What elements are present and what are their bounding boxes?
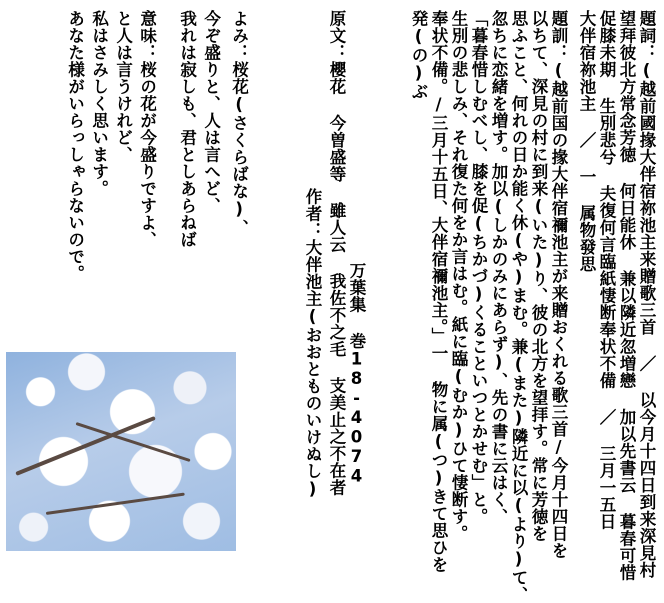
yomi-line: 今ぞ盛りと、人は言へど、: [201, 10, 221, 214]
cherry-blossom-photo: [6, 352, 236, 551]
kundoku-line: 生別の悲しみ、それ復た何をか言はむ。紙に臨(むか)ひて悽断す。: [449, 10, 468, 542]
yomi-line: よみ：桜花(さくらばな)、: [229, 10, 249, 236]
yomi-line: 我れは寂しも、君としあらねば: [177, 10, 197, 248]
kundoku-line: 忽ちに恋緒を増す。加以(しかのみにあらず)、先の書に云はく、: [489, 10, 508, 525]
kundoku-line: 以ちて、深見の村に到来(いた)り、彼の北方を望拝す。常に芳徳を: [529, 10, 548, 542]
title-line: 促膝未期 生別悲兮 夫復何言臨紙悽断奉状不備 ／ 三月一五日: [597, 10, 616, 530]
title-line: 望拜彼北方常念芳徳 何日能休 兼以隣近忽増戀 加以先書云 暮春可惜: [617, 10, 636, 581]
kundoku-line: 題訓：(越前国の掾大伴宿禰池主が来贈おくれる歌三首/今月十四日を: [549, 10, 568, 559]
kundoku-line: 発(の)ぶ: [409, 10, 428, 100]
title-line: 大伴宿祢池主 ／ 一 属物發思: [577, 10, 596, 273]
imi-line: と人は言うけれど、: [113, 10, 133, 163]
source-citation: 万葉集 巻18-4074: [347, 262, 366, 486]
imi-line: 意味：桜の花が今盛りですよ、: [137, 10, 157, 248]
genbun-line: 原文：櫻花 今曽盛等 雖人云 我佐不之毛 支美止之不在者: [327, 10, 346, 496]
title-line: 題詞：(越前國掾大伴宿祢池主来贈歌三首 ／ 以今月十四日到来深見村: [637, 10, 656, 579]
kundoku-line: 奉状不備。/三月十五日、大伴宿禰池主。」一 物に属(つ)きて思ひを: [429, 10, 448, 573]
author-line: 作者：大伴池主(おおとものいけぬし): [303, 188, 322, 499]
kundoku-line: 思ふこと、何れの日か能く休(や)まむ。兼(また)隣近に以(より)て、: [509, 10, 528, 603]
branch-shape: [46, 493, 185, 515]
imi-line: あなた様がいらっしゃらないので。: [65, 10, 85, 282]
kundoku-line: 「暮春惜しむべし、膝を促(ちかづ)くることいつとかせむ」と。: [469, 10, 488, 525]
imi-line: 私はさみしく思います。: [89, 10, 109, 197]
